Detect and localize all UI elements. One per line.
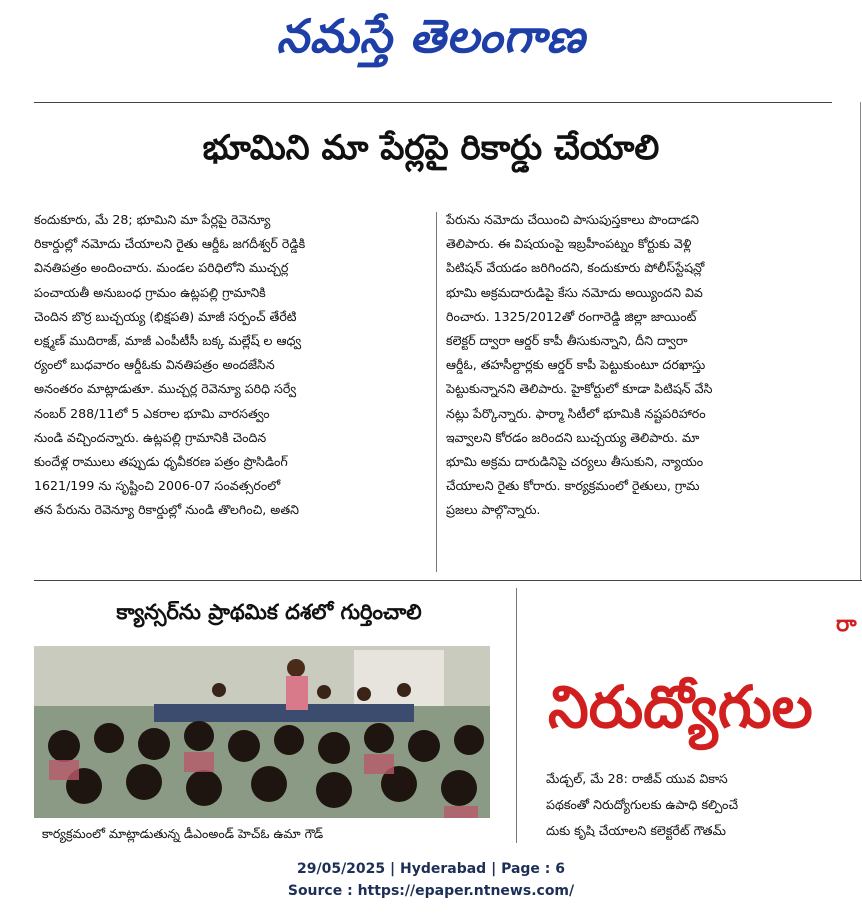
article-text-line: పంచాయతీ అనుబంధ గ్రామం ఉట్లపల్లి గ్రామానికి [34, 284, 266, 300]
masthead-title: నమస్తే తెలంగాణ [276, 9, 586, 63]
article-text-line: చేయాలని రైతు కోరారు. కార్యక్రమంలో రైతులు, గ్రామ [446, 478, 700, 494]
article-text-line: 1621/199 ను సృష్టించి 2006-07 సంవత్సరంలో [34, 478, 281, 494]
article-text-line: నంబర్ 288/11లో 5 ఎకరాల భూమి వారసత్వం [34, 405, 270, 421]
article-text-line: పెట్టుకున్నానని తెలిపారు. హైకోర్టులో కూడా పిటిషన్ వేసి [446, 381, 713, 397]
masthead [0, 0, 862, 84]
top-divider [34, 102, 832, 103]
article-text-line: భూమి అక్రమ దారుడినిపై చర్యలు తీసుకుని, న్యాయం [446, 453, 704, 469]
column-divider [436, 212, 437, 572]
article-text-line: కందుకూరు, మే 28; భూమిని మా పేర్లపై రెవెన్యూ [34, 212, 271, 227]
article-text-line: ప్రజలు పాల్గొన్నారు. [446, 502, 541, 518]
article-text-line: తెలిపారు. ఈ విషయంపై ఇబ్రహీంపట్నం కోర్టుకు వెళ్లి [446, 236, 692, 252]
article-text-line: పిటిషన్ వేయడం జరిగిందని, కందుకూరు పోలీస్‌స్టేషన్లో [446, 260, 705, 276]
third-article-kicker: రా [836, 612, 857, 637]
event-photo-illustration [34, 646, 490, 818]
third-article-text-line: పథకంతో నిరుద్యోగులకు ఉపాధి కల్పించే [546, 797, 739, 812]
article-text-line: కలెక్టర్ ద్వారా ఆర్డర్ కాపీ తీసుకున్నాని, దీని ద్వారా [446, 332, 688, 348]
article-right-column [446, 208, 848, 522]
photo-caption: కార్యక్రమంలో మాట్లాడుతున్న డీఎంఅండ్ హెచ్ఓ ఉమా గౌడ్ [42, 826, 324, 841]
article-text-line: తన పేరును రెవెన్యూ రికార్డుల్లో నుండి తొలగించి, అతని [34, 502, 300, 518]
article-headline: భూమిని మా పేర్లపై రికార్డు చేయాలి [202, 128, 660, 168]
article-text-line: ర్యంలో బుధవారం ఆర్డీఓకు వినతిపత్రం అందజేసిన [34, 357, 275, 373]
third-article-text-line: మేడ్చల్, మే 28: రాజీవ్ యువ వికాస [546, 771, 728, 786]
footer-source: Source : https://epaper.ntnews.com/ [287, 883, 575, 899]
footer-date-edition: 29/05/2025 | Hyderabad | Page : 6 [296, 861, 566, 877]
article-text-line: ఆర్డీఓ, తహసీల్దార్లకు ఆర్డర్ కాపీ పెట్టుకుంటూ దరఖాస్తు [446, 357, 706, 373]
event-photo [34, 646, 490, 818]
article-text-line: నట్లు పేర్కొన్నారు. ఫార్మా సిటీలో భూమికి నష్టపరిహారం [446, 405, 706, 421]
article-text-line: వినతిపత్రం అందించారు. మండల పరిధిలోని ముచ్చర్ల [34, 260, 289, 276]
second-article-headline: క్యాన్సర్‌ను ప్రాథమిక దశలో గుర్తించాలి [116, 600, 422, 624]
article-text-line: భూమి అక్రమదారుడిపై కేసు నమోదు అయ్యిందని వివ [446, 284, 703, 300]
lower-column-divider [516, 588, 517, 843]
article-text-line: లక్ష్మణ్ ముదిరాజ్, మాజీ ఎంపీటీసీ బక్క మల్లేష్ ల ఆధ్వ [34, 332, 302, 348]
article-text-line: అనంతరం మాట్లాడుతూ. ముచ్చర్ల రెవెన్యూ పరిధి సర్వే [34, 381, 297, 397]
third-article-headline: నిరుద్యోగుల [548, 673, 813, 741]
article-text-line: చెందిన బొర్ర బుచ్చయ్య (భిక్షపతి) మాజీ సర్పంచ్ తేరేటి [34, 308, 297, 324]
page-footer [0, 858, 862, 902]
article-left-column [34, 208, 426, 522]
article-text-line: ఇవ్వాలని కోరడం జరిందని బుచ్చయ్య తెలిపారు. మా [446, 429, 700, 445]
article-text-line: రికార్డుల్లో నమోదు చేయాలని రైతు ఆర్డీఓ జగదీశ్వర్ రెడ్డికి [34, 236, 306, 252]
article-text-line: కుందేళ్ల రాములు తప్పుడు ధృవీకరణ పత్రం ప్రొసిడింగ్ [34, 453, 288, 469]
article-text-line: నుండి వచ్చిందన్నారు. ఉట్లపల్లి గ్రామానికి చెందిన [34, 429, 267, 445]
article-text-line: పేరును నమోదు చేయించి పాసుపుస్తకాలు పొందాడని [446, 212, 699, 227]
article-text-line: రించారు. 1325/2012తో రంగారెడ్డి జిల్లా జాయింట్ [446, 308, 697, 324]
third-article-text-line: దుకు కృషి చేయాలని కలెక్టరేట్ గౌతమ్ [546, 823, 726, 838]
article-bottom-divider [34, 580, 862, 581]
third-article-body [546, 766, 862, 844]
